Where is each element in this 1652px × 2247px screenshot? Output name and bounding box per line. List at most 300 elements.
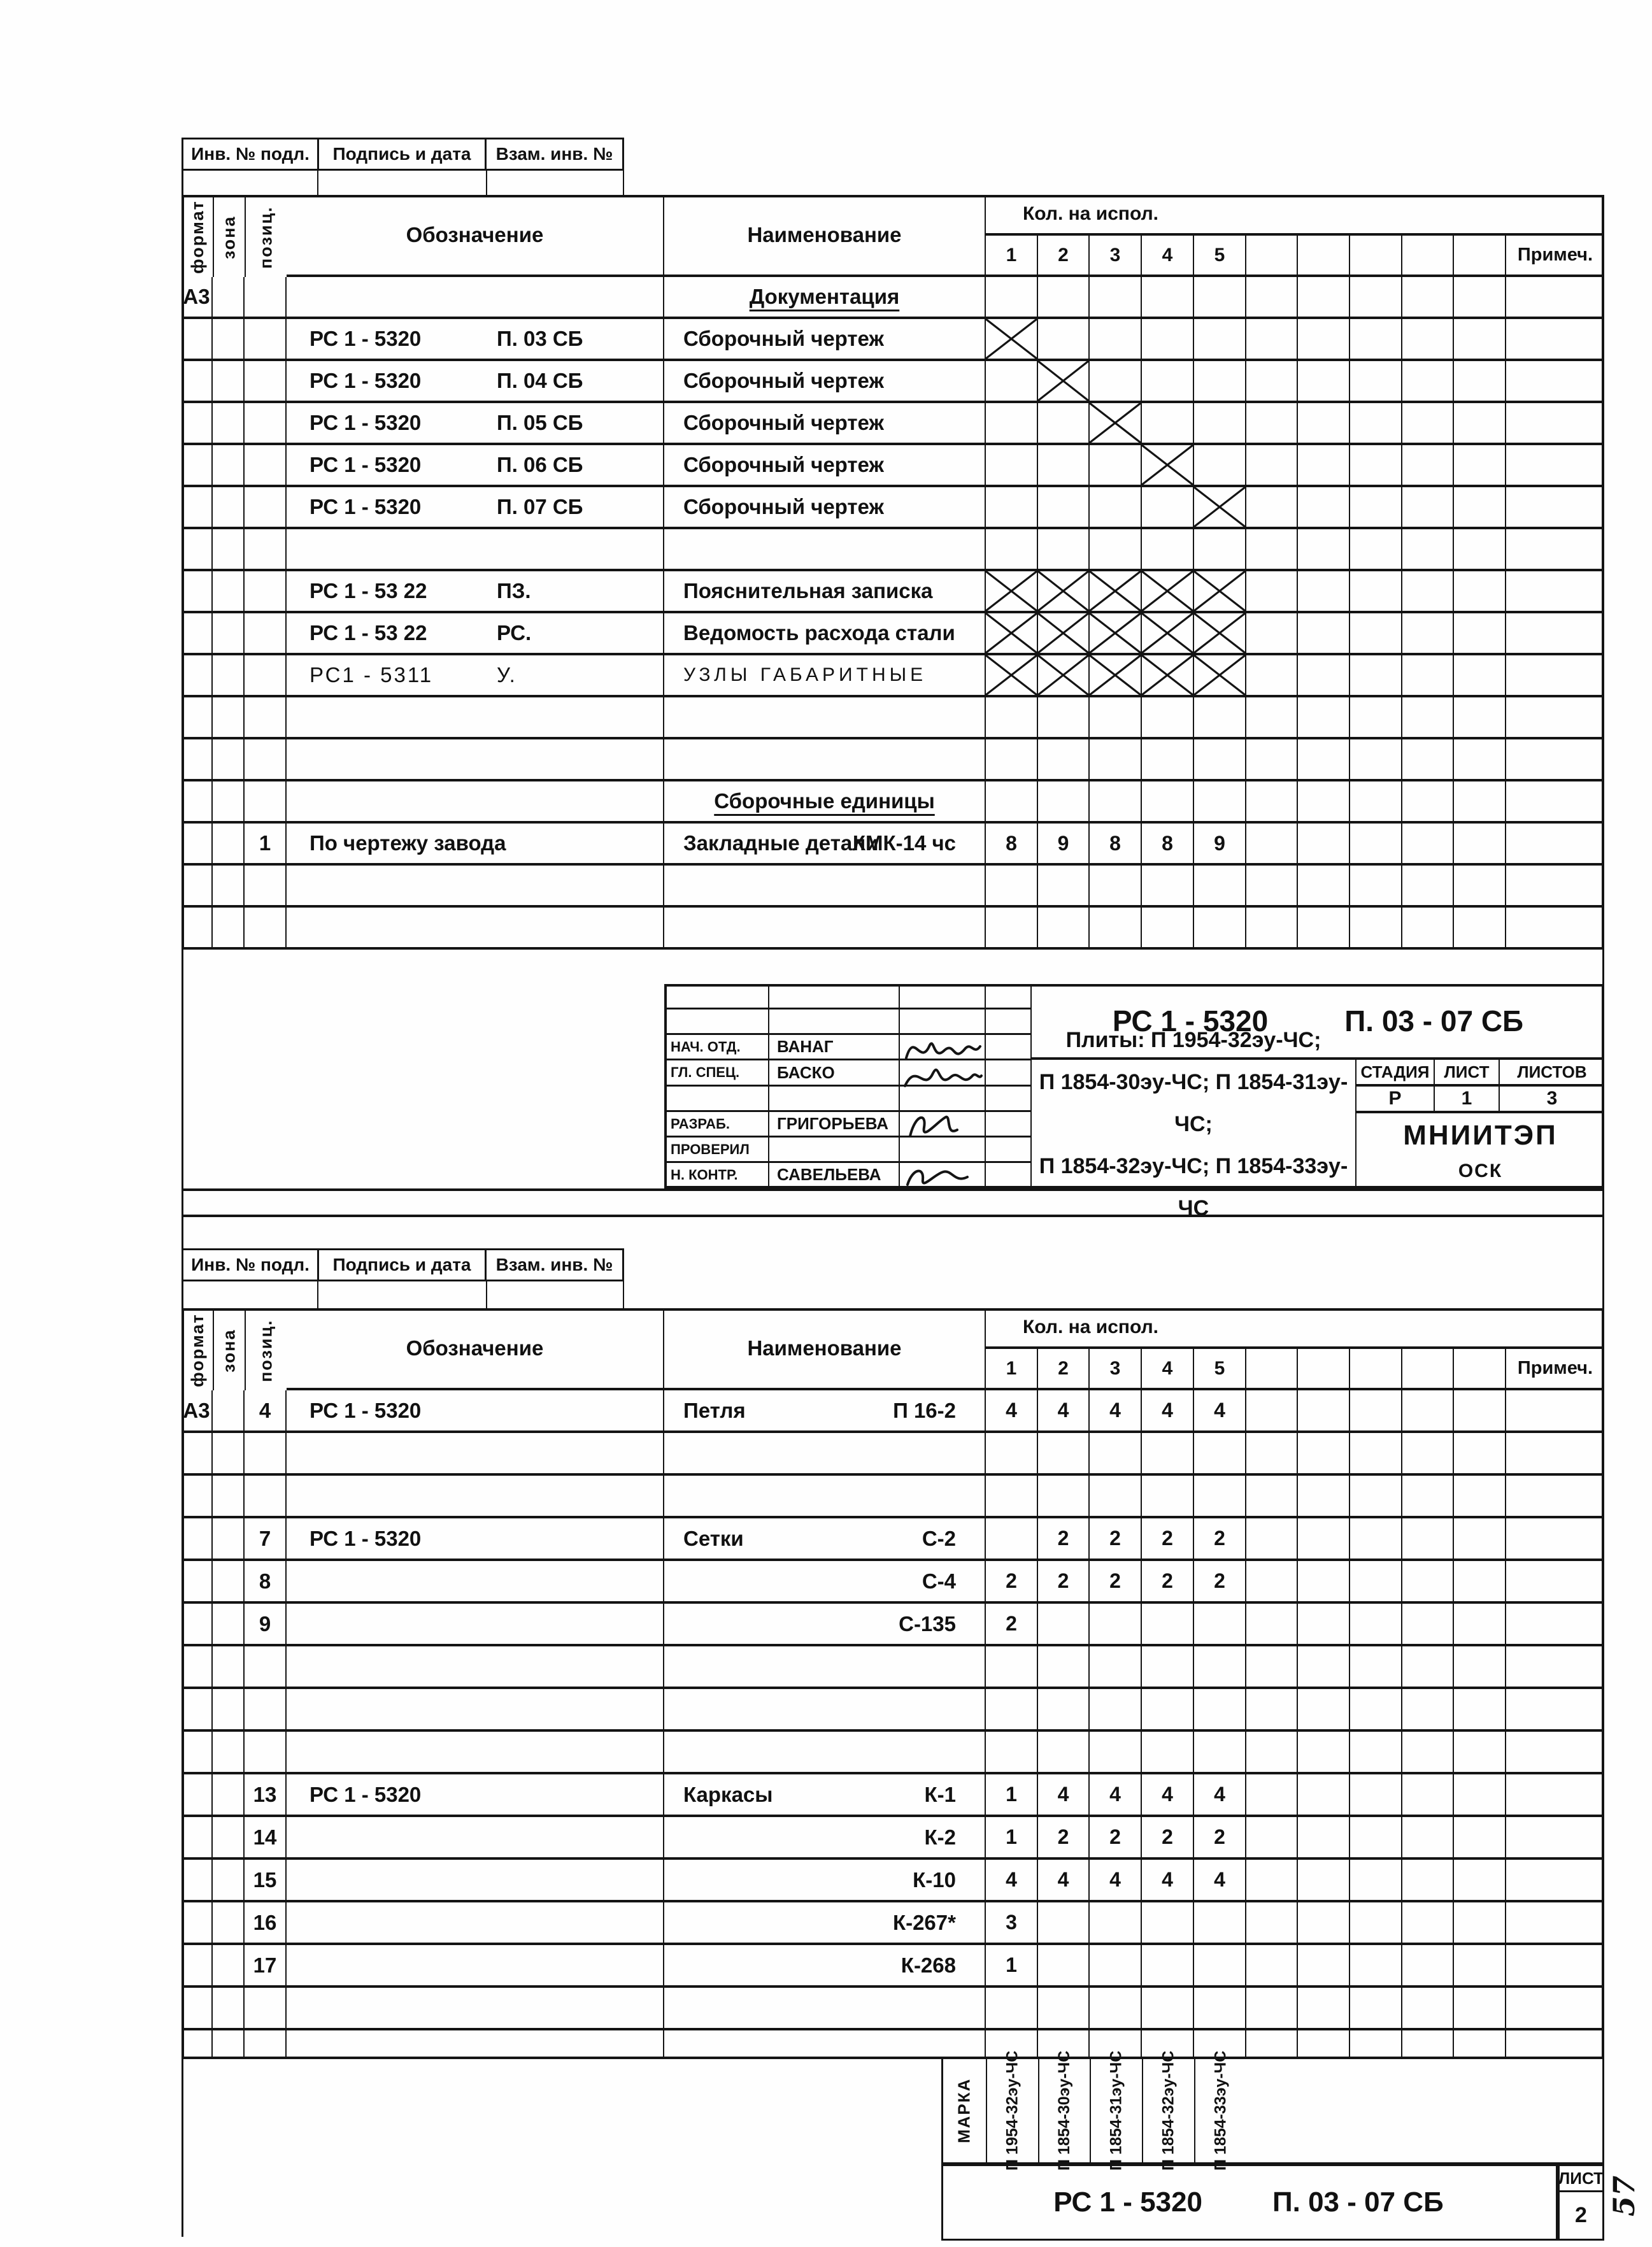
row-qty-cell: [1194, 2030, 1246, 2059]
row-qty-cell: [1142, 697, 1194, 739]
row-note: [1506, 824, 1604, 866]
item-type-code: К-2: [924, 1825, 956, 1849]
row-designation: [287, 487, 664, 529]
signer-date-cell: [986, 1009, 1032, 1035]
row-qty-cell: [1142, 1604, 1194, 1646]
row-qty-cell: [1246, 1860, 1298, 1902]
row-note: [1506, 1646, 1604, 1689]
row-qty-cell: [1454, 1390, 1506, 1433]
header-name: Наименование: [664, 195, 986, 277]
designation-code: РС 1 - 53 22: [310, 579, 427, 603]
signer-role: [664, 1009, 769, 1035]
row-note: [1506, 319, 1604, 361]
row-designation: [287, 613, 664, 655]
row-position: [245, 445, 287, 487]
row-qty-cell: [1194, 529, 1246, 571]
header-format: формат: [182, 1308, 213, 1390]
row-qty-cell: [1142, 1902, 1194, 1945]
row-qty-cell: 2: [1194, 1518, 1246, 1561]
marka-column-label: П 1854-32эу-ЧС: [1142, 2059, 1194, 2162]
row-qty-cell: [1038, 739, 1090, 781]
row-qty-cell: [1090, 361, 1142, 403]
row-zone: [213, 1860, 245, 1902]
row-designation: [287, 908, 664, 950]
row-name: [664, 445, 986, 487]
row-qty-cell: [1298, 1561, 1350, 1604]
row-position: [245, 1689, 287, 1732]
cross-mark: [986, 319, 1037, 359]
row-qty-cell: [1350, 739, 1402, 781]
row-format: [182, 1433, 213, 1476]
row-qty-cell: [986, 319, 1038, 361]
item-name: Сборочный чертеж: [683, 453, 884, 476]
row-qty-cell: 4: [1090, 1860, 1142, 1902]
row-note: [1506, 2030, 1604, 2059]
row-qty-cell: [1402, 697, 1454, 739]
row-qty-cell: [1350, 1817, 1402, 1860]
row-qty-cell: [1194, 613, 1246, 655]
row-qty-cell: [1038, 403, 1090, 445]
designation-code: РС 1 - 5320: [310, 411, 422, 434]
row-qty-cell: [1454, 1433, 1506, 1476]
row-designation: [287, 655, 664, 697]
row-qty-cell: [1298, 1390, 1350, 1433]
row-qty-cell: [1402, 1988, 1454, 2030]
cross-mark: [1194, 571, 1245, 611]
signer-role: РАЗРАБ.: [664, 1112, 769, 1138]
row-designation: [287, 445, 664, 487]
row-designation: [287, 319, 664, 361]
margin-page-number-handwritten: 57: [1607, 2176, 1641, 2217]
cross-mark: [1142, 445, 1193, 485]
row-qty-cell: [1350, 824, 1402, 866]
row-qty-cell: [1402, 1732, 1454, 1774]
header-name: Наименование: [664, 1308, 986, 1390]
row-qty-cell: [1350, 1902, 1402, 1945]
row-qty-cell: [1402, 613, 1454, 655]
designation-code: РС 1 - 5320: [310, 1782, 422, 1806]
cross-mark: [1142, 571, 1193, 611]
cross-mark: [986, 571, 1037, 611]
row-position: [245, 1433, 287, 1476]
row-qty-cell: [1350, 1604, 1402, 1646]
row-qty-cell: [1402, 1817, 1454, 1860]
row-qty-cell: [1454, 781, 1506, 824]
row-note: [1506, 655, 1604, 697]
row-format: [182, 1988, 213, 2030]
cross-mark: [1090, 655, 1141, 695]
designation-doc-type: П. 05 СБ: [497, 411, 583, 434]
row-qty-cell: 2: [1142, 1561, 1194, 1604]
row-qty-cell: [1194, 319, 1246, 361]
row-qty-cell: 2: [1038, 1817, 1090, 1860]
strip-empty-cell: [183, 1281, 318, 1308]
row-qty-cell: [1038, 361, 1090, 403]
row-name: [664, 1518, 986, 1561]
row-qty-cell: [1246, 1689, 1298, 1732]
row-qty-cell: [1246, 319, 1298, 361]
row-qty-cell: [1194, 361, 1246, 403]
item-name: УЗЛЫ ГАБАРИТНЫЕ: [683, 664, 927, 685]
row-qty-cell: [1038, 1604, 1090, 1646]
row-format: [182, 1561, 213, 1604]
designation-doc-type: П. 07 СБ: [497, 495, 583, 518]
row-name: [664, 571, 986, 613]
row-format: [182, 1604, 213, 1646]
row-note: [1506, 571, 1604, 613]
row-qty-cell: [986, 403, 1038, 445]
row-designation: [287, 781, 664, 824]
row-qty-cell: 3: [986, 1902, 1038, 1945]
row-qty-cell: [1298, 824, 1350, 866]
item-name: Каркасы: [683, 1782, 773, 1806]
section-title: Документация: [749, 285, 900, 308]
row-qty-cell: [1298, 613, 1350, 655]
row-designation: [287, 1390, 664, 1433]
row-qty-cell: [1090, 1433, 1142, 1476]
row-qty-cell: 2: [1090, 1518, 1142, 1561]
row-qty-cell: [1402, 1860, 1454, 1902]
row-position: [245, 361, 287, 403]
header-qty-col: 5: [1194, 236, 1246, 277]
strip-empty-cell: [318, 171, 487, 195]
item-type-code: К-268: [901, 1953, 956, 1977]
row-qty-cell: [986, 739, 1038, 781]
row-qty-cell: 4: [1194, 1390, 1246, 1433]
row-qty-cell: [1350, 529, 1402, 571]
strip-label-0: Инв. № подл.: [183, 1250, 319, 1280]
row-qty-cell: [1038, 571, 1090, 613]
row-qty-cell: [986, 1518, 1038, 1561]
row-qty-cell: [1350, 697, 1402, 739]
row-qty-cell: [1246, 1774, 1298, 1817]
row-qty-cell: [986, 487, 1038, 529]
row-format: А3: [182, 1390, 213, 1433]
row-position: [245, 571, 287, 613]
item-name: Сборочный чертеж: [683, 327, 884, 350]
row-zone: [213, 908, 245, 950]
row-designation: [287, 1689, 664, 1732]
row-qty-cell: [1454, 697, 1506, 739]
row-qty-cell: [1090, 1476, 1142, 1518]
row-name: [664, 1689, 986, 1732]
row-qty-cell: 2: [1142, 1817, 1194, 1860]
row-qty-cell: [1402, 403, 1454, 445]
row-name: [664, 781, 986, 824]
row-qty-cell: [1402, 1561, 1454, 1604]
row-position: [245, 319, 287, 361]
row-designation: [287, 1646, 664, 1689]
row-qty-cell: [1350, 2030, 1402, 2059]
item-type-code: С-2: [922, 1526, 956, 1550]
row-qty-cell: [1454, 445, 1506, 487]
row-zone: [213, 487, 245, 529]
row-note: [1506, 529, 1604, 571]
row-zone: [213, 1476, 245, 1518]
row-qty-cell: [1454, 1945, 1506, 1988]
header-zone: зона: [213, 195, 245, 277]
row-zone: [213, 739, 245, 781]
row-qty-cell: [1454, 1817, 1506, 1860]
row-qty-cell: 4: [1194, 1774, 1246, 1817]
row-note: [1506, 866, 1604, 908]
row-qty-cell: [1402, 866, 1454, 908]
row-qty-cell: [1298, 1774, 1350, 1817]
row-qty-cell: [1402, 1945, 1454, 1988]
strip-empty-cell: [318, 1281, 487, 1308]
row-note: [1506, 781, 1604, 824]
sheets-label-cell: ЛИСТОВ: [1500, 1060, 1604, 1087]
row-qty-cell: [1090, 908, 1142, 950]
row-qty-cell: [1142, 613, 1194, 655]
row-qty-cell: [1350, 1732, 1402, 1774]
row-qty-cell: [1402, 781, 1454, 824]
marka-column-label: П 1854-33эу-ЧС: [1194, 2059, 1246, 2162]
cross-mark: [1038, 571, 1088, 611]
row-qty-cell: [1298, 319, 1350, 361]
row-qty-cell: [1350, 1646, 1402, 1689]
row-qty-cell: [1246, 908, 1298, 950]
row-qty-cell: [1402, 1518, 1454, 1561]
designation-code: По чертежу завода: [310, 831, 506, 855]
item-type-code: К-1: [924, 1782, 956, 1806]
row-note: [1506, 445, 1604, 487]
row-qty-cell: [1454, 739, 1506, 781]
row-format: [182, 781, 213, 824]
row-qty-cell: [1090, 613, 1142, 655]
row-note: [1506, 1390, 1604, 1433]
row-position: [245, 613, 287, 655]
row-qty-cell: [1454, 1604, 1506, 1646]
header-note: Примеч.: [1506, 236, 1604, 277]
row-qty-cell: [1454, 319, 1506, 361]
row-note: [1506, 613, 1604, 655]
row-qty-cell: [1298, 277, 1350, 319]
row-qty-cell: [1298, 1604, 1350, 1646]
row-qty-cell: [1194, 739, 1246, 781]
header-qty-col: [1298, 236, 1350, 277]
row-qty-cell: [1350, 1561, 1402, 1604]
row-qty-cell: 4: [1142, 1860, 1194, 1902]
row-qty-cell: [1194, 1689, 1246, 1732]
row-zone: [213, 613, 245, 655]
header-format: формат: [182, 195, 213, 277]
row-qty-cell: [1350, 1988, 1402, 2030]
row-position: 17: [245, 1945, 287, 1988]
row-qty-cell: 4: [1090, 1390, 1142, 1433]
row-qty-cell: 4: [1142, 1774, 1194, 1817]
designation-doc-type: РС.: [497, 621, 532, 645]
row-qty-cell: [986, 1433, 1038, 1476]
row-note: [1506, 1902, 1604, 1945]
signer-role: НАЧ. ОТД.: [664, 1035, 769, 1060]
row-zone: [213, 319, 245, 361]
row-qty-cell: [1298, 866, 1350, 908]
row-name: [664, 697, 986, 739]
row-qty-cell: 2: [1090, 1561, 1142, 1604]
inventory-strip-bottom-ext: [182, 1281, 624, 1308]
row-name: [664, 613, 986, 655]
inventory-strip-bottom: [182, 1248, 624, 1281]
signer-signature-cell: [900, 984, 986, 1009]
header-qty-col: 2: [1038, 236, 1090, 277]
row-format: [182, 1476, 213, 1518]
row-zone: [213, 571, 245, 613]
row-format: [182, 529, 213, 571]
row-qty-cell: [1194, 655, 1246, 697]
row-format: [182, 1518, 213, 1561]
row-qty-cell: [1038, 319, 1090, 361]
row-qty-cell: [1194, 1732, 1246, 1774]
designation-code: РС 1 - 5320: [310, 453, 422, 476]
row-qty-cell: [1246, 824, 1298, 866]
row-qty-cell: [986, 1646, 1038, 1689]
row-qty-cell: [1038, 487, 1090, 529]
row-qty-cell: 4: [986, 1860, 1038, 1902]
row-position: [245, 739, 287, 781]
signer-date-cell: [986, 1138, 1032, 1163]
row-position: 1: [245, 824, 287, 866]
row-designation: [287, 824, 664, 866]
row-format: [182, 697, 213, 739]
header-zone: зона: [213, 1308, 245, 1390]
row-qty-cell: [1350, 1945, 1402, 1988]
signer-role: [664, 1087, 769, 1112]
footer-doc-suffix: П. 03 - 07 СБ: [1272, 2186, 1444, 2218]
footer-block: [941, 2050, 1604, 2241]
signer-role: Н. КОНТР.: [664, 1163, 769, 1188]
header-position: позиц.: [245, 195, 287, 277]
header-qty-col: [1246, 236, 1298, 277]
row-qty-cell: [1402, 1689, 1454, 1732]
row-qty-cell: [1402, 1433, 1454, 1476]
row-qty-cell: [1038, 1988, 1090, 2030]
row-qty-cell: 2: [1038, 1518, 1090, 1561]
row-qty-cell: [1454, 2030, 1506, 2059]
row-qty-cell: [1246, 1732, 1298, 1774]
row-qty-cell: [1090, 655, 1142, 697]
row-qty-cell: [986, 613, 1038, 655]
row-qty-cell: [1090, 697, 1142, 739]
row-qty-cell: [1298, 1945, 1350, 1988]
row-format: [182, 1774, 213, 1817]
row-qty-cell: [1298, 1988, 1350, 2030]
row-name: [664, 866, 986, 908]
row-qty-cell: [1246, 1561, 1298, 1604]
row-qty-cell: [1246, 2030, 1298, 2059]
designation-code: РС 1 - 5320: [310, 495, 422, 518]
row-qty-cell: [1142, 2030, 1194, 2059]
row-designation: [287, 1860, 664, 1902]
designation-doc-type: У.: [497, 663, 517, 687]
row-qty-cell: [1402, 319, 1454, 361]
row-zone: [213, 1988, 245, 2030]
row-qty-cell: [1350, 1390, 1402, 1433]
row-qty-cell: [1142, 361, 1194, 403]
row-qty-cell: [1298, 2030, 1350, 2059]
row-qty-cell: [1402, 1774, 1454, 1817]
row-name: [664, 487, 986, 529]
row-qty-cell: [1194, 1433, 1246, 1476]
row-qty-cell: [1350, 781, 1402, 824]
row-qty-cell: [1090, 277, 1142, 319]
row-qty-cell: 8: [1090, 824, 1142, 866]
row-note: [1506, 1988, 1604, 2030]
row-qty-cell: [1298, 908, 1350, 950]
row-qty-cell: [1090, 319, 1142, 361]
row-qty-cell: [1246, 1817, 1298, 1860]
empty-band: [182, 1188, 1604, 1217]
row-qty-cell: [986, 1732, 1038, 1774]
row-designation: [287, 1433, 664, 1476]
row-qty-cell: [1246, 277, 1298, 319]
row-qty-cell: [1350, 908, 1402, 950]
signer-name: [769, 1138, 900, 1163]
row-note: [1506, 1732, 1604, 1774]
cross-mark: [1194, 487, 1245, 527]
row-qty-cell: [1298, 1817, 1350, 1860]
row-note: [1506, 1817, 1604, 1860]
row-qty-cell: [1402, 571, 1454, 613]
signer-name: [769, 1087, 900, 1112]
item-type-code: КМК-14 чс: [852, 831, 956, 855]
row-qty-cell: [1298, 361, 1350, 403]
row-qty-cell: [1402, 739, 1454, 781]
row-qty-cell: [1454, 613, 1506, 655]
row-qty-cell: [1246, 613, 1298, 655]
header-qty-banner: Кол. на испол.: [986, 195, 1604, 236]
row-qty-cell: [1142, 277, 1194, 319]
row-qty-cell: [1142, 1433, 1194, 1476]
row-qty-cell: [1038, 655, 1090, 697]
row-qty-cell: [1246, 361, 1298, 403]
row-designation: [287, 403, 664, 445]
subject-line: Плиты: П 1954-32эу-ЧС;: [1065, 1028, 1321, 1052]
row-qty-cell: [1454, 908, 1506, 950]
row-qty-cell: [1350, 1860, 1402, 1902]
row-zone: [213, 1646, 245, 1689]
row-designation: [287, 2030, 664, 2059]
row-qty-cell: 1: [986, 1774, 1038, 1817]
row-zone: [213, 1945, 245, 1988]
row-note: [1506, 1945, 1604, 1988]
row-qty-cell: 4: [1038, 1390, 1090, 1433]
row-designation: [287, 1817, 664, 1860]
subject-line: П 1854-30эу-ЧС; П 1854-31эу-ЧС;: [1039, 1070, 1348, 1136]
row-position: [245, 277, 287, 319]
row-designation: [287, 1902, 664, 1945]
row-zone: [213, 1561, 245, 1604]
row-qty-cell: 4: [1142, 1390, 1194, 1433]
row-qty-cell: [1454, 1860, 1506, 1902]
signer-role: [664, 984, 769, 1009]
row-qty-cell: [1454, 655, 1506, 697]
row-note: [1506, 1774, 1604, 1817]
row-qty-cell: [1142, 1945, 1194, 1988]
row-qty-cell: [1246, 445, 1298, 487]
row-name: [664, 529, 986, 571]
row-name: [664, 824, 986, 866]
header-qty-col: [1454, 236, 1506, 277]
row-qty-cell: [1142, 319, 1194, 361]
row-qty-cell: [1298, 1732, 1350, 1774]
row-qty-cell: [1142, 866, 1194, 908]
signer-name: ВАНАГ: [769, 1035, 900, 1060]
row-qty-cell: [1038, 1433, 1090, 1476]
row-qty-cell: 2: [1090, 1817, 1142, 1860]
row-format: [182, 319, 213, 361]
row-note: [1506, 361, 1604, 403]
